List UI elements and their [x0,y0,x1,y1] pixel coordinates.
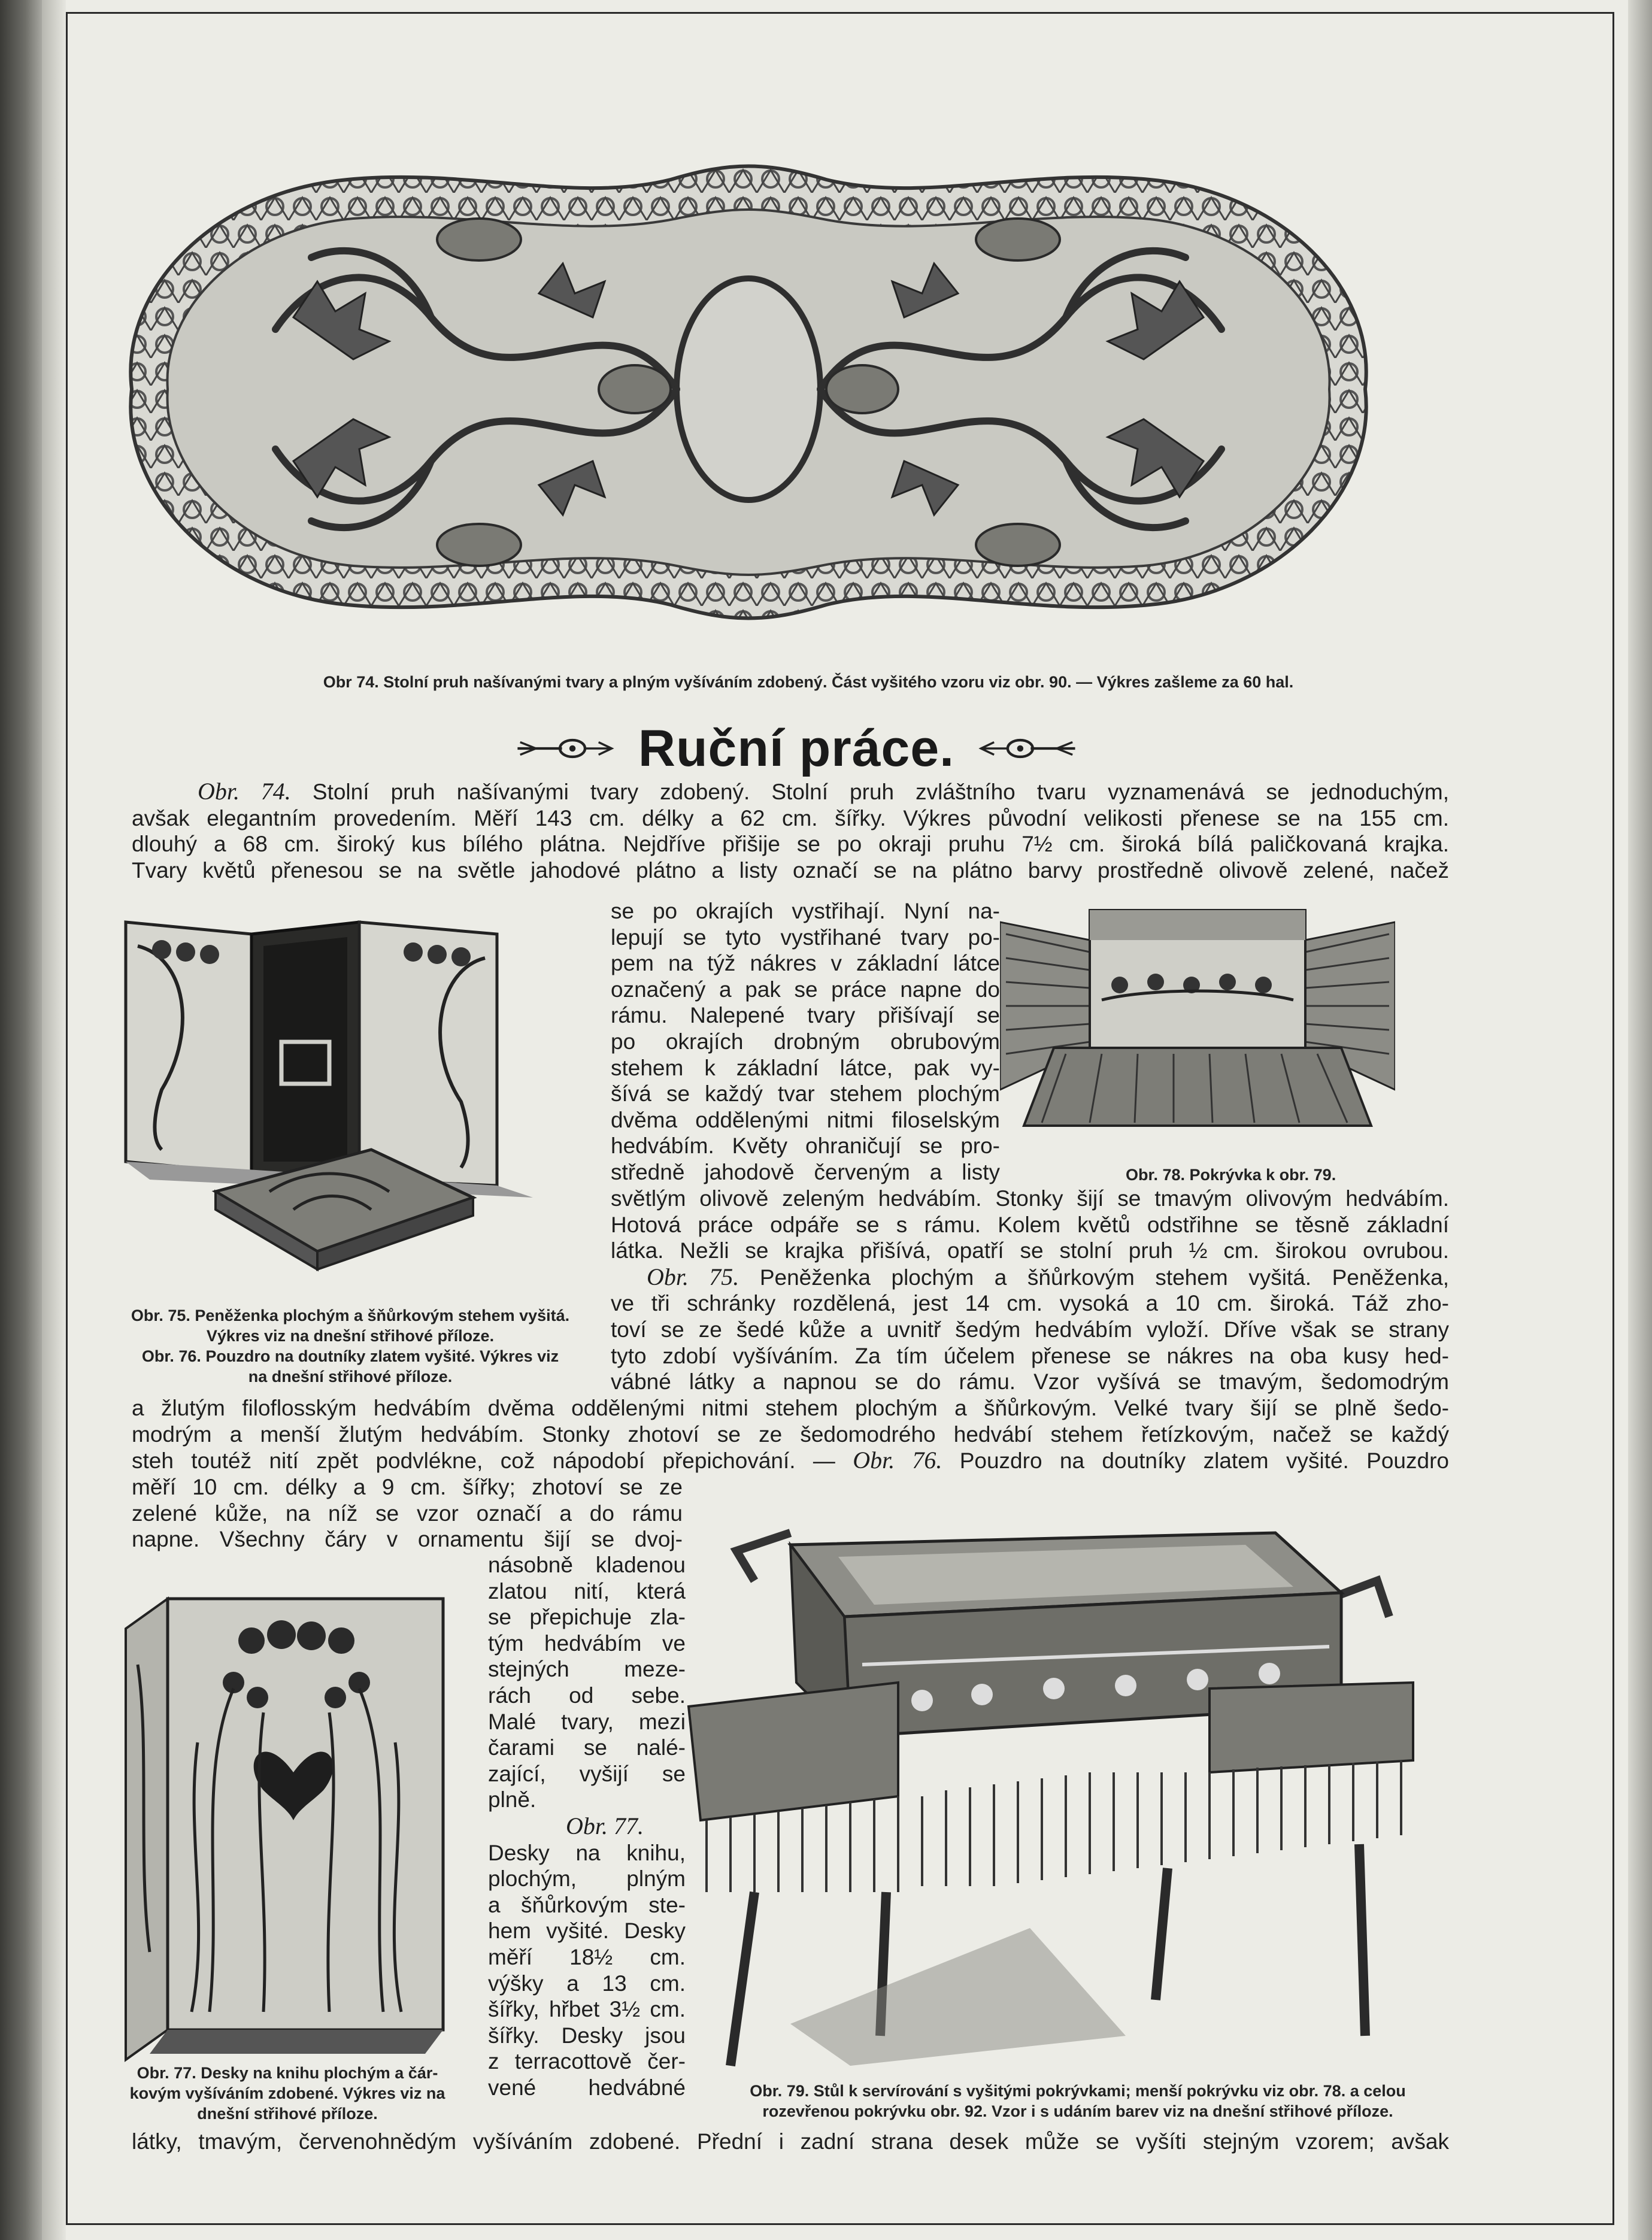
text-run: Stolní pruh našívanými tvary zdobený. Stolní pruh zvláštního tvaru vyznamenává se jednoduchým, [312,780,1450,804]
text-line: Desky na knihu, [488,1840,686,1865]
text-line: šířky, hřbet 3½ cm. [488,1997,686,2022]
figure-74-caption: Obr 74. Stolní pruh našívanými tvary a plným vyšíváním zdobený. Část vyšitého vzoru viz obr. 90. — Výkres zašleme za 60 hal. [323,673,1294,691]
caption-line: Výkres viz na dnešní střihové příloze. [206,1327,495,1345]
article-left-column [132,1474,683,1553]
text-line: čarami se nalé- [488,1735,686,1760]
text-line: Hotová práce odpáře se s rámu. Kolem květů odstřihne se těsně základní [611,1212,1449,1237]
article-full-width-block-1 [132,778,1449,883]
text-line: násobně kladenou [488,1553,686,1577]
text-line: měří 18½ cm. [488,1944,686,1969]
text-line: tým hedvábím ve [488,1630,686,1656]
text-line: hem vyšité. Desky [488,1918,686,1944]
text-line: stehem k základní látce, pak vy- [611,1055,1000,1080]
text-line: se přepichuje zla- [488,1605,686,1630]
text-line: zelené kůže, na níž se vzor označí a do rámu [132,1501,683,1526]
text-line: modrým a menší žlutým hedvábím. Stonky zhotoví se ze šedomodrého hedvábí stehem řetízkovým, načež se každý [132,1421,1449,1447]
text-line [132,778,1449,805]
text-line: z terracottově čer- [488,2049,686,2074]
figure-ref: Obr. 77. [566,1812,644,1839]
text-line: Malé tvary, mezi [488,1709,686,1734]
text-line [132,1447,1449,1474]
caption-line: na dnešní střihové příloze. [248,1368,453,1386]
text-line: vábné látky a napnou se do rámu. Vzor vyšívá se tmavým, šedomodrým [611,1369,1449,1395]
caption-line: rozevřenou pokrývku obr. 92. Vzor i s udáním barev viz na dnešní střihové příloze. [762,2102,1393,2120]
caption-line: Obr. 77. Desky na knihu plochým a čár- [137,2064,438,2082]
text-line: šívá se každý tvar stehem plochým [611,1081,1000,1107]
text-line: světlým olivově zeleným hedvábím. Stonky šijí se tmavým olivovým hedvábím. [611,1186,1449,1211]
text-line: rámu. Nalepené tvary přišívají se [611,1003,1000,1028]
text-line: označený a pak se práce napne do [611,977,1000,1002]
figure-ref: Obr. 74. [198,778,291,805]
ornament-right-icon [978,730,1078,766]
text-line: zající, vyšijí se [488,1761,686,1786]
text-line: dlouhý a 68 cm. široký kus bílého plátna. Nejdříve přišije se po okraji pruhu 7½ cm. široká bílá paličkovaná krajka. [132,832,1449,857]
text-line: a žlutým filoflosským hedvábím dvěma oddělenými nitmi stehem plochým a šňůrkovým. Velké tvary šijí se plně šedo- [132,1396,1449,1420]
text-line [488,1813,686,1840]
figure-77-caption [114,2063,461,2124]
text-line: vené hedvábné [488,2075,686,2100]
text-line: středně jahodově červeným a listy [611,1159,1000,1184]
text-line [611,1264,1449,1291]
caption-line: dnešní střihové příloze. [197,2105,378,2123]
text-line: rách od sebe. [488,1683,686,1708]
figure-78-caption: Obr. 78. Pokrývka k obr. 79. [1126,1166,1336,1184]
text-line: měří 10 cm. délky a 9 cm. šířky; zhotoví se ze [132,1475,683,1499]
figure-79-serving-table [671,1509,1449,2072]
section-heading [515,713,1078,784]
text-line: tyto zdobí vyšíváním. Za tím účelem přenese se nákres na oba kusy hed- [611,1343,1449,1368]
page-title: Ruční práce. [638,719,955,777]
article-last-line [132,2129,1449,2155]
page-edge [1628,0,1652,2240]
figure-ref: Obr. 75. [647,1263,739,1290]
text-line: plně. [488,1787,536,1812]
text-line: látky, tmavým, červenohnědým vyšíváním zdobené. Přední i zadní strana desek může se vyšíti stejným vzorem; avšak [132,2129,1449,2154]
figure-74-table-runner [96,138,1401,647]
text-run: Pouzdro na doutníky zlatem vyšité. Pouzdro [959,1448,1449,1474]
text-line: a šňůrkovým ste- [488,1892,686,1917]
figure-79-caption [701,2081,1455,2121]
text-line: zlatou nití, která [488,1578,686,1604]
text-line: se po okrajích vystřihají. Nyní na- [611,899,1000,923]
caption-line: Obr. 76. Pouzdro na doutníky zlatem vyšité. Výkres viz [141,1347,559,1365]
figure-75-76-caption [102,1305,599,1387]
text-line: pem na týž nákres v základní látce [611,951,1000,976]
caption-line: kovým vyšíváním zdobené. Výkres viz na [129,2084,445,2102]
caption-line: Obr. 79. Stůl k servírování s vyšitými pokrývkami; menší pokrývku viz obr. 78. a celou [750,2082,1406,2100]
article-narrow-column [488,1552,686,2100]
text-line: napne. Všechny čáry v ornamentu šijí se dvoj- [132,1527,683,1552]
caption-line: Obr. 75. Peněženka plochým a šňůrkovým stehem vyšitá. [131,1307,570,1324]
text-run: steh toutéž nití zpět podvlékne, což nápodobí přepichování. — [132,1448,835,1474]
text-line: plochým, plným [488,1866,686,1892]
text-line: toví se ze šedé kůže a uvnitř šedým hedvábím vyloží. Dříve však se strany [611,1317,1449,1342]
article-middle-column [611,898,1000,1186]
article-full-width-block-2 [132,1395,1449,1474]
article-middle-wide [611,1186,1449,1395]
text-line: stejných meze- [488,1657,686,1682]
text-line: avšak elegantním provedením. Měří 143 cm. délky a 62 cm. šířky. Výkres původní velikosti přenese se na 155 cm. [132,805,1449,830]
text-line: po okrajích drobným obrubovým [611,1029,1000,1054]
page-fold [42,0,66,2240]
text-line: Tvary květů přenesou se na světle jahodové plátno a listy označí se na plátno barvy prostředně olivově zelené, načež [132,857,1449,883]
text-line: lepují se tyto vystřihané tvary po- [611,925,1000,950]
text-line: ve tři schránky rozdělená, jest 14 cm. vysoká a 10 cm. široká. Táž zho- [611,1291,1449,1316]
text-line: látka. Nežli se krajka přišívá, opatří se stolní pruh ½ cm. širokou ovrubou. [611,1238,1449,1263]
text-line: šířky. Desky jsou [488,2023,686,2048]
text-line: hedvábím. Květy ohraničují se pro- [611,1133,1000,1159]
figure-77-book-cover [114,1593,455,2072]
figure-ref: Obr. 76. [853,1447,942,1474]
figure-75-76-wallet-and-case [114,910,581,1293]
ornament-left-icon [515,730,614,766]
text-line: dvěma oddělenými nitmi filoselským [611,1107,1000,1132]
text-line: výšky a 13 cm. [488,1971,686,1996]
book-spine-shadow [0,0,42,2240]
text-run: Peněženka plochým a šňůrkovým stehem vyšitá. Peněženka, [759,1265,1450,1290]
figure-78-cover [1000,898,1395,1156]
